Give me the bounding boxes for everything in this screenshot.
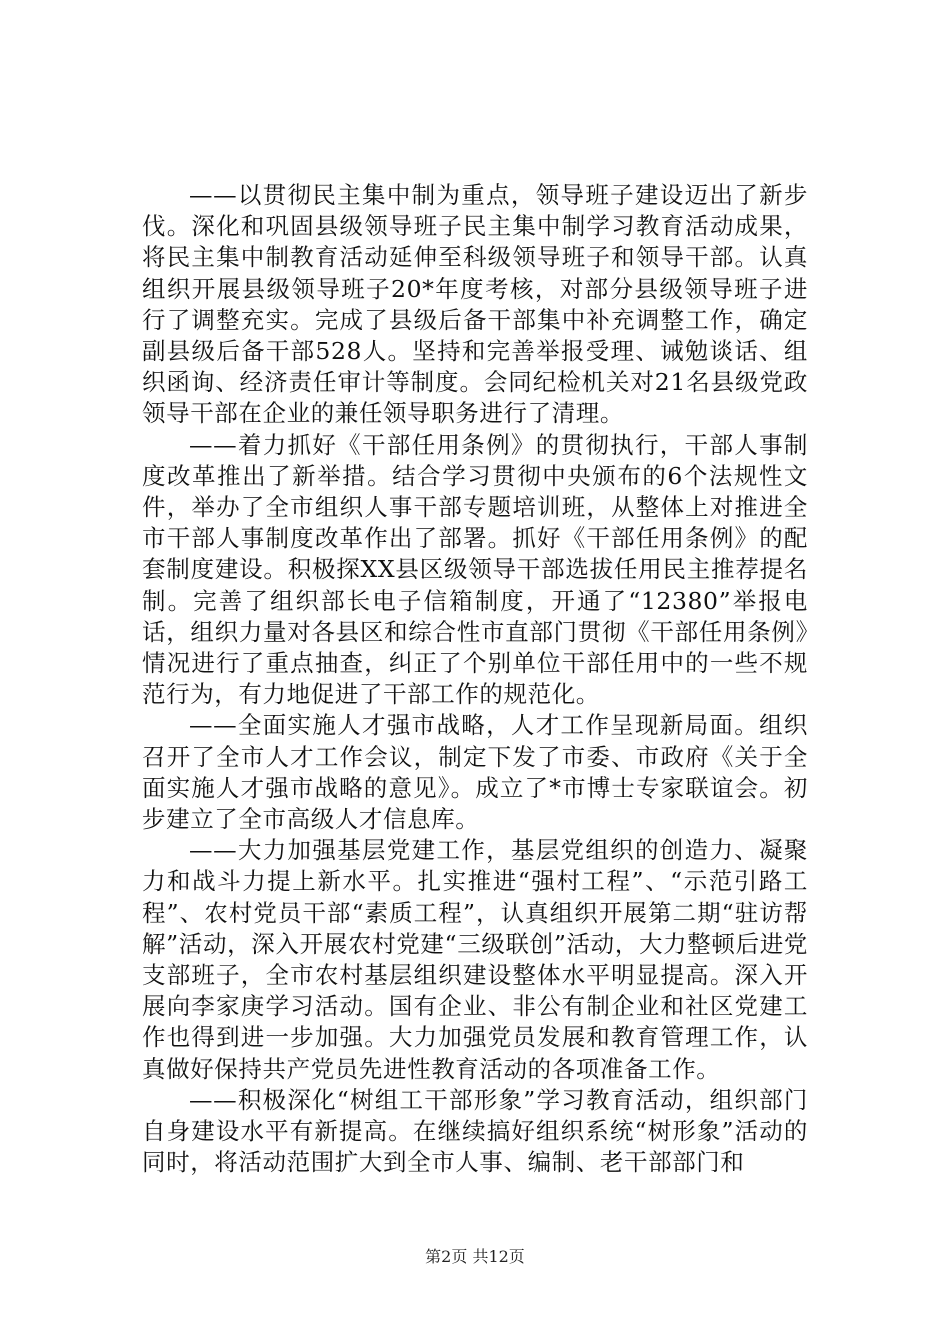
paragraph-leadership: ——以贯彻民主集中制为重点，领导班子建设迈出了新步伐。深化和巩固县级领导班子民主集中制学习教育活动成果，将民主集中制教育活动延伸至科级领导班子和领导干部。认真组织开展县级领导班子20*年度考核，对部分县级领导班子进行了调整充实。完成了县级后备干部集中补充调整工作，确定副县级后备干部528人。坚持和完善举报受理、诫勉谈话、组织函询、经济责任审计等制度。会同纪检机关对21名县级党政领导干部在企业的兼任领导职务进行了清理。: [142, 181, 808, 428]
page-number-footer: 第2页 共12页: [425, 1247, 525, 1266]
document-body: [142, 180, 808, 1179]
paragraph-self-building: ——积极深化“树组工干部形象”学习教育活动，组织部门自身建设水平有新提高。在继续搞好组织系统“树形象”活动的同时，将活动范围扩大到全市人事、编制、老干部部门和: [142, 1085, 808, 1177]
paragraph-grassroots-party: ——大力加强基层党建工作，基层党组织的创造力、凝聚力和战斗力提上新水平。扎实推进“强村工程”、“示范引路工程”、农村党员干部“素质工程”，认真组织开展第二期“驻访帮解”活动，深入开展农村党建“三级联创”活动，大力整顿后进党支部班子，全市农村基层组织建设整体水平明显提高。深入开展向李家庚学习活动。国有企业、非公有制企业和社区党建工作也得到进一步加强。大力加强党员发展和教育管理工作，认真做好保持共产党员先进性教育活动的各项准备工作。: [142, 836, 808, 1083]
paragraph-cadre-reform: ——着力抓好《干部任用条例》的贯彻执行，干部人事制度改革推出了新举措。结合学习贯彻中央颁布的6个法规性文件，举办了全市组织人事干部专题培训班，从整体上对推进全市干部人事制度改革作出了部署。抓好《干部任用条例》的配套制度建设。积极探XX县区级领导干部选拔任用民主推荐提名制。完善了组织部长电子信箱制度，开通了“12380”举报电话，组织力量对各县区和综合性市直部门贯彻《干部任用条例》情况进行了重点抽查，纠正了个别单位干部任用中的一些不规范行为，有力地促进了干部工作的规范化。: [142, 430, 808, 709]
paragraph-talent-strategy: ——全面实施人才强市战略，人才工作呈现新局面。组织召开了全市人才工作会议，制定下发了市委、市政府《关于全面实施人才强市战略的意见》。成立了*市博士专家联谊会。初步建立了全市高级人才信息库。: [142, 711, 808, 834]
